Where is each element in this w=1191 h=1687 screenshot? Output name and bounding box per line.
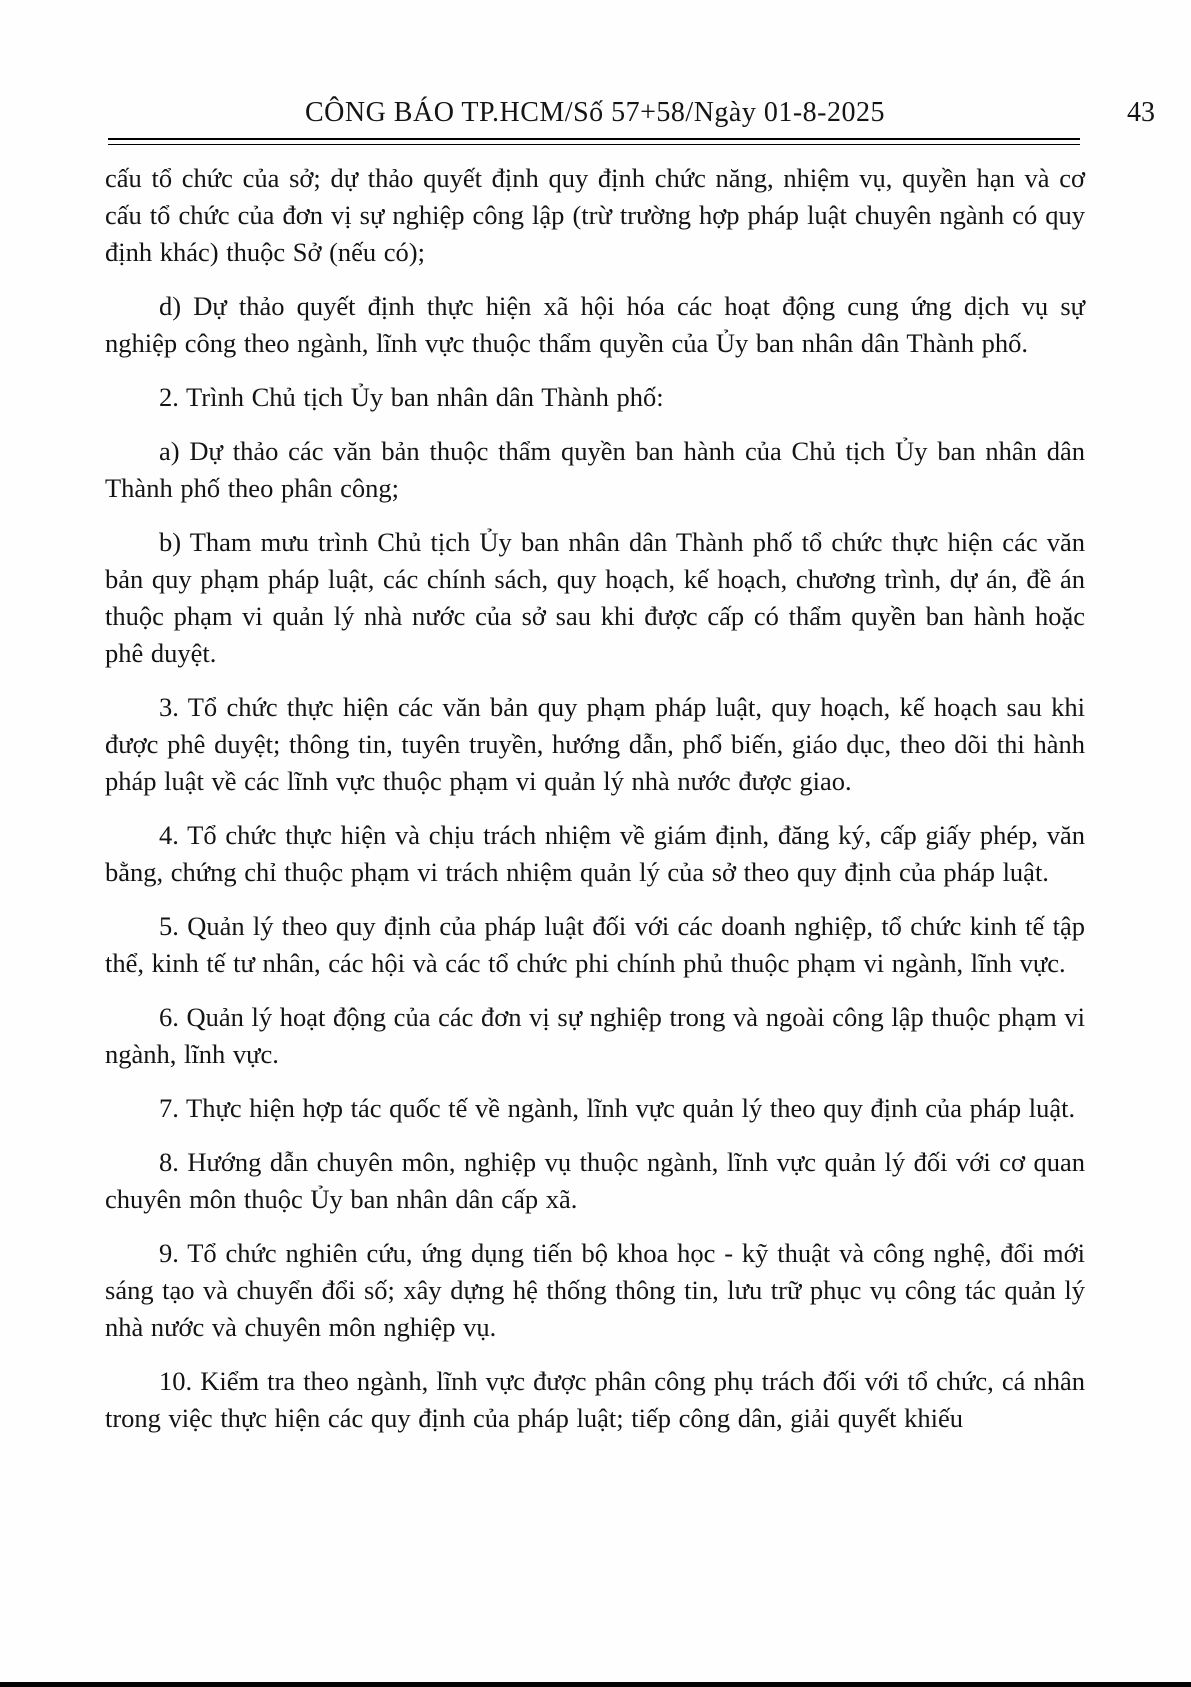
paragraph-clause-4: 4. Tổ chức thực hiện và chịu trách nhiệm về giám định, đăng ký, cấp giấy phép, văn bằng, chứng chỉ thuộc phạm vi trách nhiệm quản lý của sở theo quy định của pháp luật. bbox=[105, 820, 1085, 887]
paragraph-clause-9: 9. Tổ chức nghiên cứu, ứng dụng tiến bộ khoa học - kỹ thuật và công nghệ, đổi mới sáng tạo và chuyển đổi số; xây dựng hệ thống thông tin, lưu trữ phục vụ công tác quản lý nhà nước và chuyên môn nghiệp vụ. bbox=[105, 1238, 1085, 1342]
paragraph-continued: cấu tổ chức của sở; dự thảo quyết định quy định chức năng, nhiệm vụ, quyền hạn và cơ cấu tổ chức của đơn vị sự nghiệp công lập (trừ trường hợp pháp luật chuyên ngành có quy định khác) thuộc Sở (nếu có); bbox=[105, 163, 1085, 267]
paragraph-clause-5: 5. Quản lý theo quy định của pháp luật đối với các doanh nghiệp, tổ chức kinh tế tập thể, kinh tế tư nhân, các hội và các tổ chức phi chính phủ thuộc phạm vi ngành, lĩnh vực. bbox=[105, 911, 1085, 978]
gazette-header-title: CÔNG BÁO TP.HCM/Số 57+58/Ngày 01-8-2025 bbox=[304, 97, 886, 128]
document-body bbox=[105, 160, 1085, 1454]
page-header bbox=[105, 96, 1085, 130]
paragraph-clause-8: 8. Hướng dẫn chuyên môn, nghiệp vụ thuộc ngành, lĩnh vực quản lý đối với cơ quan chuyên môn thuộc Ủy ban nhân dân cấp xã. bbox=[105, 1147, 1085, 1214]
paragraph-item-d: d) Dự thảo quyết định thực hiện xã hội hóa các hoạt động cung ứng dịch vụ sự nghiệp công theo ngành, lĩnh vực thuộc thẩm quyền của Ủy ban nhân dân Thành phố. bbox=[105, 291, 1085, 358]
paragraph-clause-6: 6. Quản lý hoạt động của các đơn vị sự nghiệp trong và ngoài công lập thuộc phạm vi ngành, lĩnh vực. bbox=[105, 1002, 1085, 1069]
paragraph-clause-2: 2. Trình Chủ tịch Ủy ban nhân dân Thành phố: bbox=[159, 382, 664, 412]
page-number: 43 bbox=[1127, 97, 1155, 128]
paragraph-clause-10: 10. Kiểm tra theo ngành, lĩnh vực được phân công phụ trách đối với tổ chức, cá nhân trong việc thực hiện các quy định của pháp luật; tiếp công dân, giải quyết khiếu bbox=[105, 1366, 1085, 1433]
paragraph-item-a: a) Dự thảo các văn bản thuộc thẩm quyền ban hành của Chủ tịch Ủy ban nhân dân Thành phố theo phân công; bbox=[105, 436, 1085, 503]
header-divider-rule bbox=[108, 138, 1080, 145]
page-bottom-scan-edge bbox=[0, 1682, 1191, 1687]
paragraph-item-b: b) Tham mưu trình Chủ tịch Ủy ban nhân dân Thành phố tổ chức thực hiện các văn bản quy phạm pháp luật, các chính sách, quy hoạch, kế hoạch, chương trình, dự án, đề án thuộc phạm vi quản lý nhà nước của sở sau khi được cấp có thẩm quyền ban hành hoặc phê duyệt. bbox=[105, 527, 1085, 668]
paragraph-clause-3: 3. Tổ chức thực hiện các văn bản quy phạm pháp luật, quy hoạch, kế hoạch sau khi được phê duyệt; thông tin, tuyên truyền, hướng dẫn, phổ biến, giáo dục, theo dõi thi hành pháp luật về các lĩnh vực thuộc phạm vi quản lý nhà nước được giao. bbox=[105, 692, 1085, 796]
paragraph-clause-7: 7. Thực hiện hợp tác quốc tế về ngành, lĩnh vực quản lý theo quy định của pháp luật. bbox=[159, 1093, 1076, 1123]
